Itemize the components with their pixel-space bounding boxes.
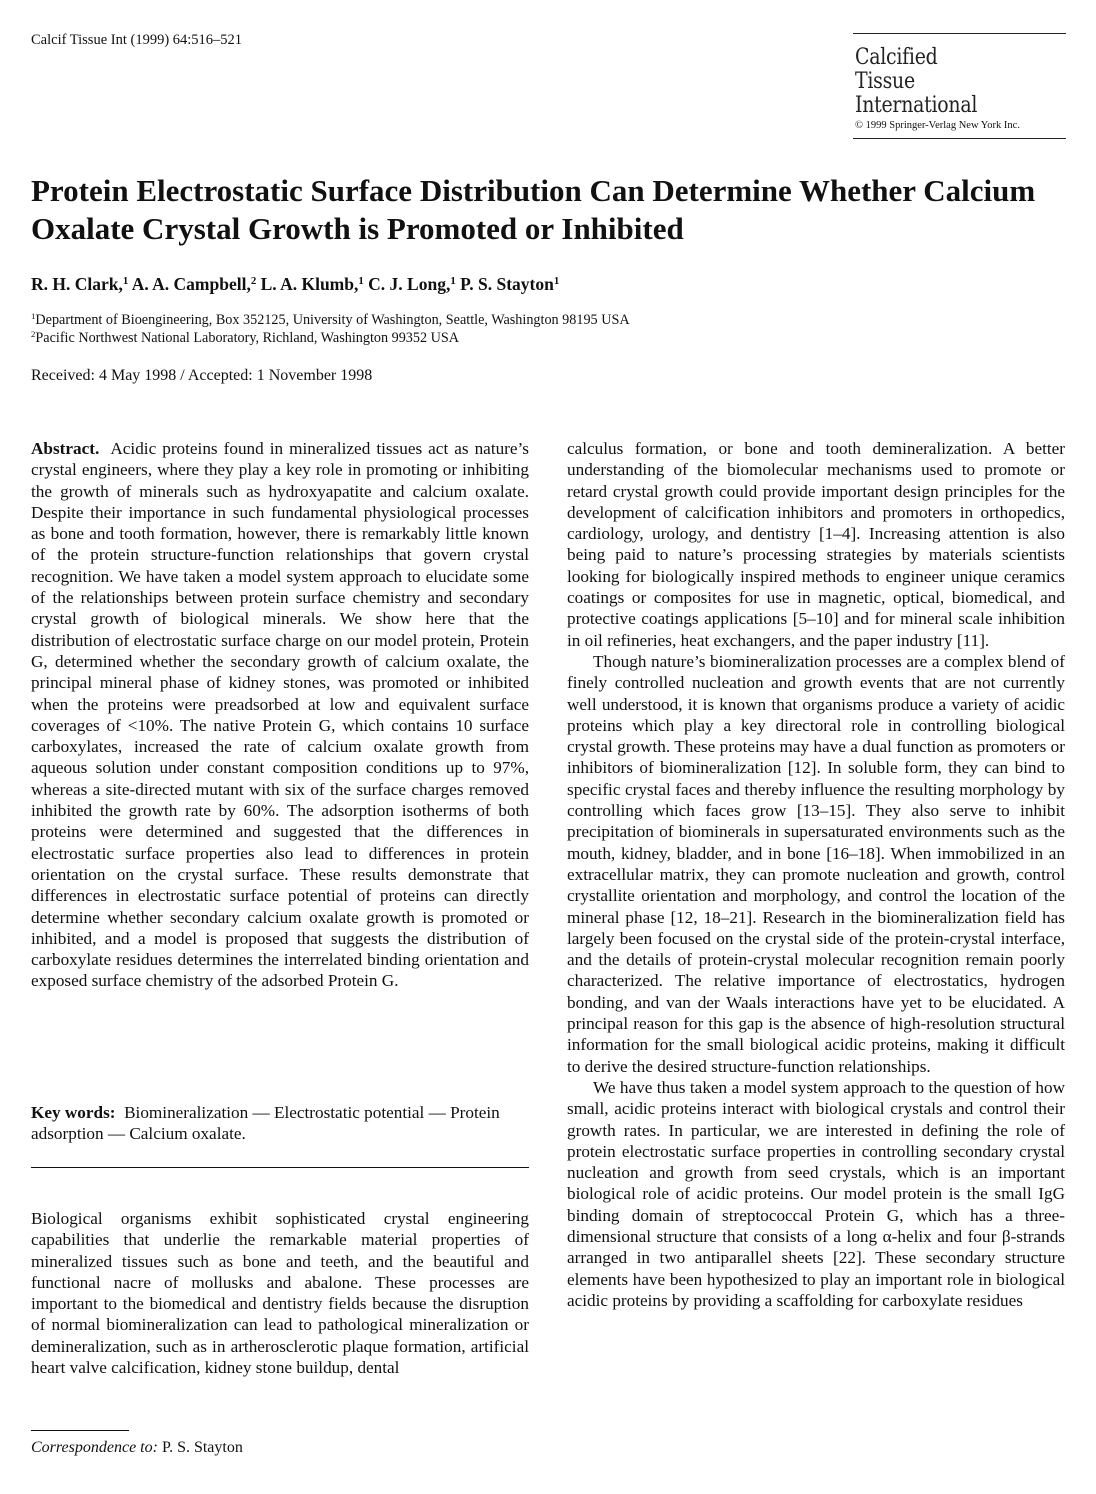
paper-title: Protein Electrostatic Surface Distribution Can Determine Whether Calcium Oxalate Crystal Growth is Promoted or Inhibited	[31, 173, 1036, 246]
section-divider	[31, 1167, 529, 1168]
author: R. H. Clark,$^1$	[31, 274, 129, 294]
affiliation: $^1$Department of Bioengineering, Box 352125, University of Washington, Seattle, Washington 98195 USA	[31, 311, 630, 328]
affiliations	[31, 311, 630, 347]
journal-logo-box	[853, 33, 1066, 139]
author: P. S. Stayton$^1$	[460, 274, 560, 294]
keywords-heading: Key words:	[31, 1103, 116, 1122]
abstract-heading: Abstract.	[31, 439, 100, 458]
received-accepted-dates: Received: 4 May 1998 / Accepted: 1 November 1998	[31, 367, 373, 384]
keywords	[31, 1102, 529, 1145]
author: L. A. Klumb,$^1$	[260, 274, 364, 294]
journal-logo: Calcified Tissue International	[855, 45, 978, 118]
author-list	[31, 274, 559, 295]
abstract-text: Acidic proteins found in mineralized tissues act as nature’s crystal engineers, where they play a key role in promoting or inhibiting the growth of minerals such as hydroxyapatite and calcium oxalate. Despite their importance in such fundamental physiological processes as bone and tooth formation, however, there is remarkably little known of the protein structure-function relationships that govern crystal recognition. We have taken a model system approach to elucidate some of the relationships between protein surface chemistry and secondary crystal growth of biological minerals. We show here that the distribution of electrostatic surface charge on our model protein, Protein G, determined whether the secondary growth of calcium oxalate, the principal mineral phase of kidney stones, was promoted or inhibited when the proteins were preadsorbed at low and equivalent surface coverages of <10%. The native Protein G, which contains 10 surface carboxylates, increased the rate of calcium oxalate growth from aqueous solution under constant composition conditions up to 97%, whereas a site-directed mutant with six of the surface charges removed inhibited the growth rate by 60%. The adsorption isotherms of both proteins were determined and suggested that the differences in electrostatic surface properties also lead to differences in protein orientation on the crystal surface. These results demonstrate that differences in electrostatic surface potential of proteins can directly determine whether secondary calcium oxalate growth is promoted or inhibited, and a model is proposed that suggests the distribution of carboxylate residues determines the interrelated binding orientation and exposed surface chemistry of the adsorbed Protein G.	[31, 439, 529, 991]
abstract	[31, 438, 529, 992]
body-paragraph: We have thus taken a model system approach to the question of how small, acidic proteins interact with biological crystals and control their growth rates. In particular, we are interested in defining the role of protein electrostatic surface properties in controlling secondary crystal nucleation and growth from seed crystals, which is an important biological role of acidic proteins. Our model protein is the small IgG binding domain of streptococcal Protein G, which has a three-dimensional structure that consists of a long α-helix and four β-strands arranged in two antiparallel sheets [22]. These secondary structure elements have been hypothesized to play an important role in biological acidic proteins by providing a scaffolding for carboxylate residues	[567, 1077, 1065, 1310]
copyright-notice: © 1999 Springer-Verlag New York Inc.	[855, 120, 1020, 131]
affiliation: $^2$Pacific Northwest National Laboratory, Richland, Washington 99352 USA	[31, 329, 460, 346]
body-paragraph: calculus formation, or bone and tooth demineralization. A better understanding of the biomolecular mechanisms used to promote or retard crystal growth could provide important design principles for the development of calcification inhibitors and promoters in orthopedics, cardiology, urology, and dentistry [1–4]. Increasing attention is also being paid to nature’s processing strategies by materials scientists looking for biologically inspired methods to engineer unique ceramics coatings or composites for use in magnetic, optical, biomedical, and protective coatings applications [5–10] and for mineral scale inhibition in oil refineries, heat exchangers, and the paper industry [11].	[567, 439, 1065, 650]
footnote-rule	[31, 1430, 129, 1431]
introduction-paragraph: Biological organisms exhibit sophisticated crystal engineering capabilities that underlie the remarkable material properties of mineralized tissues such as bone and teeth, and the beautiful and functional nacre of mollusks and abalone. These processes are important to the biomedical and dentistry fields because the disruption of normal biomineralization can lead to pathological mineralization or demineralization, such as in artherosclerotic plaque formation, artificial heart valve calcification, kidney stone buildup, dental	[31, 1209, 529, 1378]
correspondence-footnote: Correspondence to: P. S. Stayton	[31, 1439, 243, 1456]
body-paragraph: Though nature’s biomineralization processes are a complex blend of finely controlled nucleation and growth events that are not currently well understood, it is known that organisms produce a variety of acidic proteins which play a key directoral role in controlling biological crystal growth. These proteins may have a dual function as promoters or inhibitors of biomineralization [12]. In soluble form, they can bind to specific crystal faces and thereby influence the resulting morphology by controlling which faces grow [13–15]. They also serve to inhibit precipitation of biominerals in supersaturated environments such as the mouth, kidney, bladder, and in bone [16–18]. When immobilized in an extracellular matrix, they can promote nucleation and growth, control crystallite orientation and morphology, and control the location of the mineral phase [12, 18–21]. Research in the biomineralization field has largely been focused on the crystal side of the protein-crystal interface, and the details of protein-crystal molecular recognition remain poorly characterized. The relative importance of electrostatics, hydrogen bonding, and van der Waals interactions have yet to be elucidated. A principal reason for this gap is the absence of high-resolution structural information for the small biological acidic proteins, making it difficult to derive the desired structure-function relationships.	[567, 651, 1065, 1076]
journal-citation: Calcif Tissue Int (1999) 64:516–521	[31, 32, 243, 48]
keywords-text: Biomineralization — Electrostatic potential — Protein adsorption — Calcium oxalate.	[31, 1103, 500, 1144]
right-column	[567, 438, 1065, 1311]
author: C. J. Long,$^1$	[368, 274, 456, 294]
author: A. A. Campbell,$^2$	[131, 274, 257, 294]
